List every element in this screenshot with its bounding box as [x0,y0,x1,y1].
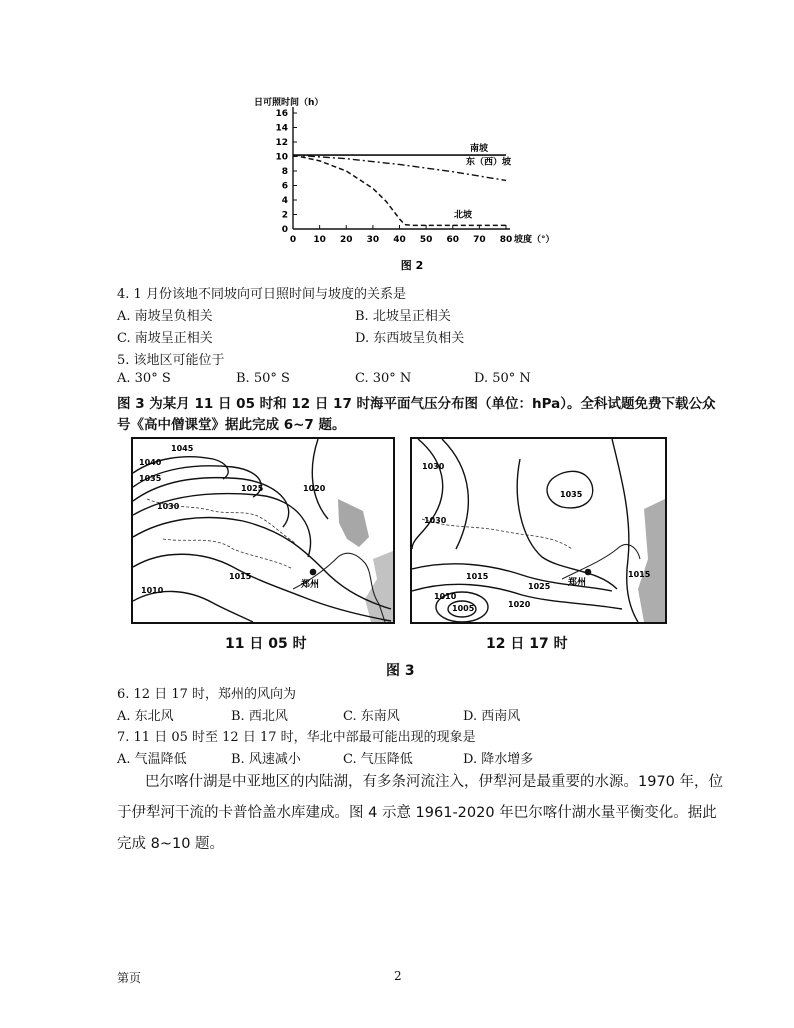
q5-option-d[interactable]: D. 50° N [474,371,531,386]
isobar-label: 1025 [241,484,264,493]
isobar-label: 1035 [139,474,162,483]
q6-option-d[interactable]: D. 西南风 [463,709,521,724]
fig3-intro-line1: 图 3 为某月 11 日 05 时和 12 日 17 时海平面气压分布图（单位：hPa）。全科试题免费下载公众 [117,396,716,412]
series-label: 南坡 [470,144,489,155]
q6-option-c[interactable]: C. 东南风 [343,709,400,724]
y-tick-label: 10 [275,152,288,163]
y-tick-label: 4 [281,196,288,206]
isobar-label: 1045 [171,444,194,453]
q7-option-a[interactable]: A. 气温降低 [117,752,187,767]
fig3-intro-line2: 号《高中僧课堂》据此完成 6~7 题。 [117,417,346,433]
q6-option-a[interactable]: A. 东北风 [117,709,174,724]
q7-option-b[interactable]: B. 风速减小 [231,752,301,767]
isobar-label: 1010 [141,586,164,595]
pressure-map-11d05h [131,437,395,624]
pressure-map-12d17h [410,437,667,624]
q6-option-b[interactable]: B. 西北风 [231,709,288,724]
isobar-label: 1040 [139,458,162,467]
isobar-label: 1015 [466,572,489,581]
q4-option-b[interactable]: B. 北坡呈正相关 [355,309,451,324]
x-tick-label: 10 [313,235,326,245]
x-tick-label: 50 [419,235,433,245]
x-tick-label: 40 [393,235,406,245]
isobar-label: 1005 [452,604,475,613]
isobar-label: 1030 [424,516,447,525]
footer-left: 第页 [117,971,142,985]
x-axis-label: 坡度（°） [514,235,555,245]
q4-option-a[interactable]: A. 南坡呈负相关 [117,309,213,324]
passage-line2: 于伊犁河干流的卡普恰盖水库建成。图 4 示意 1961-2020 年巴尔喀什湖水量平衡变化。据此 [117,805,717,821]
q5-option-a[interactable]: A. 30° S [117,371,171,386]
passage-line1: 巴尔喀什湖是中亚地区的内陆湖，有多条河流注入，伊犁河是最重要的水源。1970 年，位 [145,774,724,790]
q4-stem: 4. 1 月份该地不同坡向可日照时间与坡度的关系是 [117,287,406,302]
figure-2-chart [240,92,560,277]
y-axis-label: 日可照时间（h） [254,98,324,108]
y-tick-label: 0 [281,225,288,235]
y-tick-label: 14 [275,123,288,134]
map-1-caption: 11 日 05 时 [225,636,307,652]
isobar-label: 1020 [508,600,531,609]
figure-3-caption: 图 3 [386,663,415,679]
x-tick-label: 0 [289,235,297,245]
isobar-label: 1020 [303,484,326,493]
q4-option-c[interactable]: C. 南坡呈正相关 [117,331,213,346]
q5-stem: 5. 该地区可能位于 [117,353,225,368]
q7-option-d[interactable]: D. 降水增多 [463,752,534,767]
x-tick-label: 60 [446,235,460,245]
x-tick-label: 70 [473,235,486,245]
q7-option-c[interactable]: C. 气压降低 [343,752,413,767]
q5-option-c[interactable]: C. 30° N [355,371,412,386]
y-tick-label: 8 [281,167,288,177]
map-1-drawing [133,439,393,622]
series-label: 北坡 [454,210,473,221]
isobar-label: 1030 [157,502,180,511]
map-2-caption: 12 日 17 时 [486,636,568,652]
q5-option-b[interactable]: B. 50° S [236,371,290,386]
isobar-label: 1030 [422,462,445,471]
map-2-drawing [412,439,665,622]
isobar-label: 1015 [628,570,651,579]
isobar-label: 1015 [229,572,252,581]
y-tick-label: 6 [281,181,288,192]
y-tick-label: 12 [275,138,288,148]
q7-stem: 7. 11 日 05 时至 12 日 17 时，华北中部最可能出现的现象是 [117,730,476,745]
city-label-zhengzhou: 郑州 [301,580,320,590]
isobar-label: 1010 [434,592,457,601]
passage-line3: 完成 8~10 题。 [117,836,225,852]
isobar-label: 1035 [560,490,583,499]
isobar-label: 1025 [528,582,551,591]
q6-stem: 6. 12 日 17 时，郑州的风向为 [117,687,297,702]
page-number: 2 [394,969,402,983]
figure-2-caption: 图 2 [400,259,424,272]
x-tick-label: 30 [366,235,380,245]
x-tick-label: 80 [499,235,513,245]
y-tick-label: 16 [275,109,288,119]
series-label: 东（西）坡 [466,157,512,168]
x-tick-label: 20 [339,235,353,245]
city-label-zhengzhou: 郑州 [568,578,587,588]
y-tick-label: 2 [281,210,288,221]
q4-option-d[interactable]: D. 东西坡呈负相关 [355,331,465,346]
